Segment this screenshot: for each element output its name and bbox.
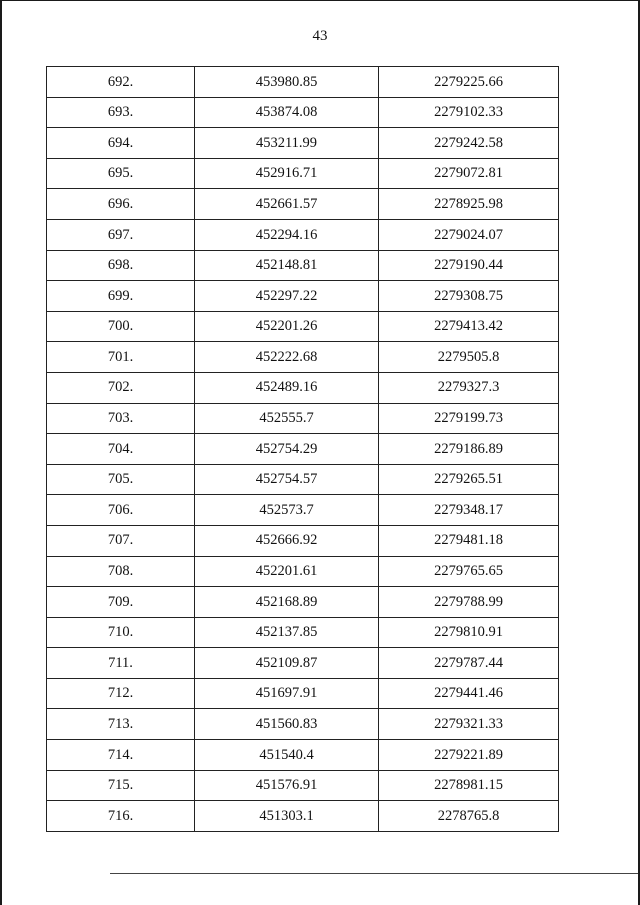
y-coordinate-cell: 2279265.51 [379,464,559,495]
x-coordinate-cell: 451560.83 [195,709,379,740]
x-coordinate-cell: 453980.85 [195,67,379,98]
x-coordinate-cell: 453211.99 [195,128,379,159]
point-number-cell: 706. [47,495,195,526]
x-coordinate-cell: 451540.4 [195,740,379,771]
table-row [47,403,559,434]
table-row [47,495,559,526]
point-number-cell: 704. [47,434,195,465]
table-row [47,189,559,220]
point-number-cell: 711. [47,648,195,679]
y-coordinate-cell: 2279327.3 [379,372,559,403]
x-coordinate-cell: 452661.57 [195,189,379,220]
table-row [47,464,559,495]
table-row [47,67,559,98]
point-number-cell: 707. [47,525,195,556]
point-number-cell: 715. [47,770,195,801]
x-coordinate-cell: 452148.81 [195,250,379,281]
table-row [47,311,559,342]
table-row [47,556,559,587]
point-number-cell: 713. [47,709,195,740]
x-coordinate-cell: 452754.57 [195,464,379,495]
point-number-cell: 693. [47,97,195,128]
table-row [47,709,559,740]
y-coordinate-cell: 2279348.17 [379,495,559,526]
table-row [47,372,559,403]
table-row [47,801,559,832]
y-coordinate-cell: 2279186.89 [379,434,559,465]
point-number-cell: 710. [47,617,195,648]
y-coordinate-cell: 2278765.8 [379,801,559,832]
table-row [47,525,559,556]
y-coordinate-cell: 2279242.58 [379,128,559,159]
y-coordinate-cell: 2279810.91 [379,617,559,648]
table-row [47,342,559,373]
table-row [47,740,559,771]
table-row [47,250,559,281]
x-coordinate-cell: 452168.89 [195,587,379,618]
table-row [47,434,559,465]
x-coordinate-cell: 451303.1 [195,801,379,832]
y-coordinate-cell: 2279765.65 [379,556,559,587]
x-coordinate-cell: 453874.08 [195,97,379,128]
y-coordinate-cell: 2279199.73 [379,403,559,434]
bottom-rule [110,873,638,874]
x-coordinate-cell: 452222.68 [195,342,379,373]
point-number-cell: 712. [47,678,195,709]
table-row [47,617,559,648]
table-row [47,281,559,312]
y-coordinate-cell: 2279505.8 [379,342,559,373]
x-coordinate-cell: 452137.85 [195,617,379,648]
table-row [47,97,559,128]
x-coordinate-cell: 452916.71 [195,158,379,189]
y-coordinate-cell: 2279441.46 [379,678,559,709]
point-number-cell: 709. [47,587,195,618]
point-number-cell: 694. [47,128,195,159]
x-coordinate-cell: 452294.16 [195,219,379,250]
point-number-cell: 700. [47,311,195,342]
table-row [47,770,559,801]
table-row [47,648,559,679]
x-coordinate-cell: 452489.16 [195,372,379,403]
y-coordinate-cell: 2279321.33 [379,709,559,740]
x-coordinate-cell: 452555.7 [195,403,379,434]
coordinates-table [46,66,559,832]
table-row [47,128,559,159]
point-number-cell: 702. [47,372,195,403]
table-row [47,158,559,189]
y-coordinate-cell: 2279413.42 [379,311,559,342]
x-coordinate-cell: 452754.29 [195,434,379,465]
y-coordinate-cell: 2278925.98 [379,189,559,220]
y-coordinate-cell: 2279787.44 [379,648,559,679]
y-coordinate-cell: 2279102.33 [379,97,559,128]
x-coordinate-cell: 452201.61 [195,556,379,587]
y-coordinate-cell: 2279190.44 [379,250,559,281]
x-coordinate-cell: 451697.91 [195,678,379,709]
table-row [47,587,559,618]
y-coordinate-cell: 2279072.81 [379,158,559,189]
y-coordinate-cell: 2279481.18 [379,525,559,556]
x-coordinate-cell: 452109.87 [195,648,379,679]
page-number: 43 [312,28,328,44]
y-coordinate-cell: 2279788.99 [379,587,559,618]
point-number-cell: 692. [47,67,195,98]
point-number-cell: 695. [47,158,195,189]
point-number-cell: 701. [47,342,195,373]
x-coordinate-cell: 452573.7 [195,495,379,526]
y-coordinate-cell: 2278981.15 [379,770,559,801]
table-row [47,678,559,709]
y-coordinate-cell: 2279024.07 [379,219,559,250]
point-number-cell: 697. [47,219,195,250]
x-coordinate-cell: 451576.91 [195,770,379,801]
coordinates-table-body [47,67,559,832]
y-coordinate-cell: 2279308.75 [379,281,559,312]
point-number-cell: 708. [47,556,195,587]
point-number-cell: 716. [47,801,195,832]
y-coordinate-cell: 2279221.89 [379,740,559,771]
point-number-cell: 699. [47,281,195,312]
point-number-cell: 705. [47,464,195,495]
x-coordinate-cell: 452201.26 [195,311,379,342]
y-coordinate-cell: 2279225.66 [379,67,559,98]
point-number-cell: 696. [47,189,195,220]
point-number-cell: 714. [47,740,195,771]
x-coordinate-cell: 452666.92 [195,525,379,556]
point-number-cell: 703. [47,403,195,434]
x-coordinate-cell: 452297.22 [195,281,379,312]
table-row [47,219,559,250]
point-number-cell: 698. [47,250,195,281]
